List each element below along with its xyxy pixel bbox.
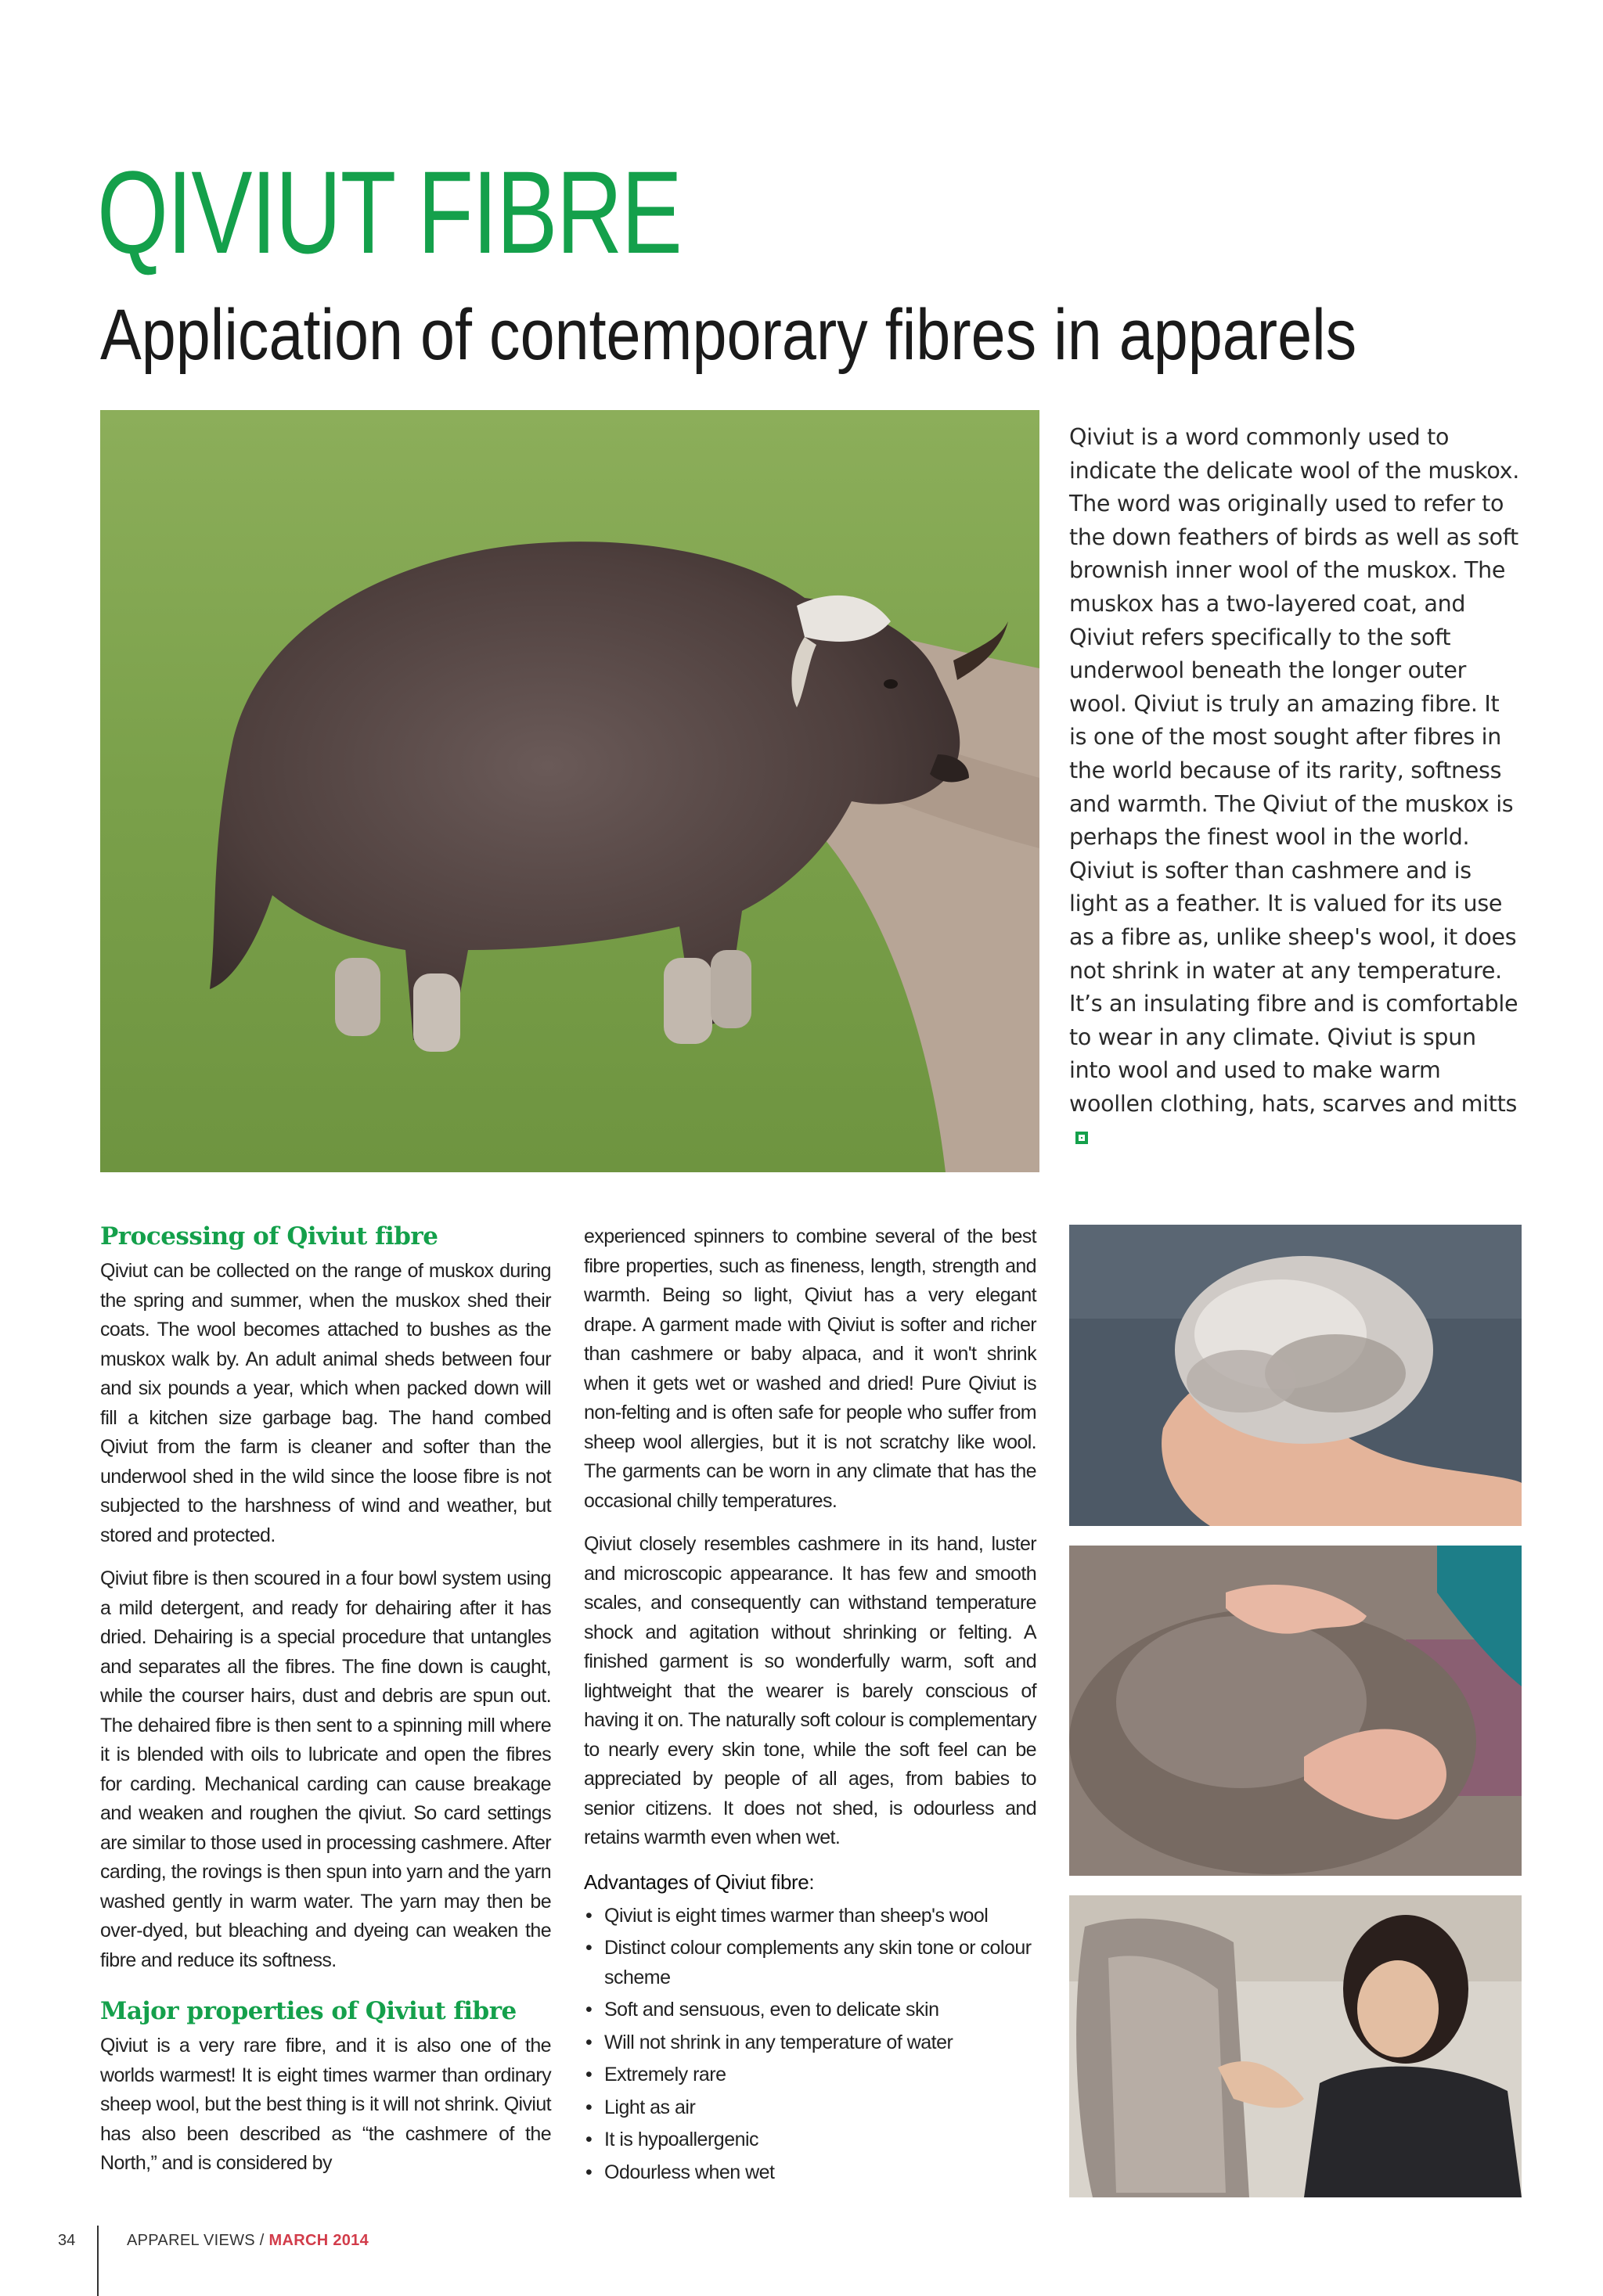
fibre-pile-photo <box>1069 1546 1522 1876</box>
page-number: 34 <box>58 2232 76 2249</box>
list-item: • Soft and sensuous, even to delicate skin <box>584 1996 1036 2025</box>
column-left <box>100 1221 551 2193</box>
list-item: • Odourless when wet <box>584 2158 1036 2188</box>
magazine-credit <box>127 2232 369 2250</box>
list-item: • Will not shrink in any temperature of water <box>584 2028 1036 2058</box>
list-item: • Light as air <box>584 2093 1036 2123</box>
paragraph: Qiviut can be collected on the range of muskox during the spring and summer, when the muskox shed their coats. The wool becomes attached to bushes as the muskox walk by. An adult animal sheds between four and six pounds a year, which when packed down will fill a kitchen size garbage bag. The hand combed Qiviut from the farm is cleaner and softer than the underwool shed in the wild since the loose fibre is not subjected to the harshness of wind and weather, but stored and protected. <box>100 1260 551 1546</box>
section-heading-properties: Major properties of Qiviut fibre <box>100 1997 517 2025</box>
advantages-list <box>584 1902 1036 2188</box>
advantages-heading: Advantages of Qiviut fibre: <box>584 1870 815 1894</box>
magazine-name: APPAREL VIEWS / <box>127 2232 265 2249</box>
page-title: QIVIUT FIBRE <box>97 146 682 278</box>
paragraph: Qiviut fibre is then scoured in a four bowl system using a mild detergent, and ready for dehairing after it has dried. Dehairing is a special procedure that untangles and separates all the fibres. The fine down is caught, while the courser hairs, dust and debris are spun out. The dehaired fibre is then sent to a spinning mill where it is blended with oils to lubricate and open the fibres for carding. Mechanical carding can cause breakage and weaken and roughen the qiviut. So card settings are similar to those used in processing cashmere. After carding, the rovings is then spun into yarn and the yarn washed gently in warm water. The yarn may then be over-dyed, but bleaching and dyeing can weaken the fibre and reduce its softness. <box>100 1567 551 1971</box>
fibre-in-hand-photo <box>1069 1225 1522 1526</box>
column-middle <box>584 1222 1036 2190</box>
list-item: • It is hypoallergenic <box>584 2125 1036 2155</box>
muskox-photo <box>100 410 1039 1172</box>
issue-date: MARCH 2014 <box>268 2232 369 2249</box>
list-item: • Qiviut is eight times warmer than sheep's wool <box>584 1902 1036 1931</box>
list-item: • Distinct colour complements any skin tone or colour scheme <box>584 1934 1036 1992</box>
paragraph: Qiviut is a very rare fibre, and it is also one of the worlds warmest! It is eight times warmer than ordinary sheep wool, but the best thing is it will not shrink. Qiviut has also been described as “the cashmere of the North,” and is considered by <box>100 2035 551 2174</box>
footer-divider <box>97 2226 99 2296</box>
end-mark-icon <box>1075 1132 1088 1144</box>
paragraph: Qiviut closely resembles cashmere in its hand, luster and microscopic appearance. It has few and smooth scales, and consequently can withstand temperature shock and agitation without shrinking or felting. A finished garment is so wonderfully warm, soft and lightweight that the wearer is barely conscious of having it on. The naturally soft colour is complementary to nearly every skin tone, while the soft feel can be appreciated by people of all ages, from babies to senior citizens. It does not shed, is odourless and retains warmth even when wet. <box>584 1533 1036 1848</box>
intro-text: Qiviut is a word commonly used to indicate the delicate wool of the muskox. The word was originally used to refer to the down feathers of birds as well as soft brownish inner wool of the muskox. The muskox has a two-layered coat, and Qiviut refers specifically to the soft underwool beneath the longer outer wool. Qiviut is truly an amazing fibre. It is one of the most sought after fibres in the world because of its rarity, softness and warmth. The Qiviut of the muskox is perhaps the finest wool in the world. Qiviut is softer than cashmere and is light as a feather. It is valued for its use as a fibre as, unlike sheep's wool, it does not shrink in water at any temperature. It’s an insulating fibre and is comfortable to wear in any climate. Qiviut is spun into wool and used to make warm woollen clothing, hats, scarves and mitts <box>1069 424 1519 1117</box>
paragraph: experienced spinners to combine several of the best fibre properties, such as fineness, length, strength and warmth. Being so light, Qiviut has a very elegant drape. A garment made with Qiviut is softer and richer than cashmere or baby alpaca, and it won't shrink when it gets wet or washed and dried! Pure Qiviut is non-felting and is often safe for people who suffer from sheep wool allergies, but it is not scratchy like wool. The garments can be worn in any climate that has the occasional chilly temperatures. <box>584 1225 1036 1512</box>
intro-paragraph <box>1069 421 1523 1154</box>
woman-with-fleece-photo <box>1069 1895 1522 2197</box>
section-heading-processing: Processing of Qiviut fibre <box>100 1222 438 1251</box>
list-item: • Extremely rare <box>584 2060 1036 2090</box>
page-subtitle: Application of contemporary fibres in apparels <box>100 295 1357 375</box>
